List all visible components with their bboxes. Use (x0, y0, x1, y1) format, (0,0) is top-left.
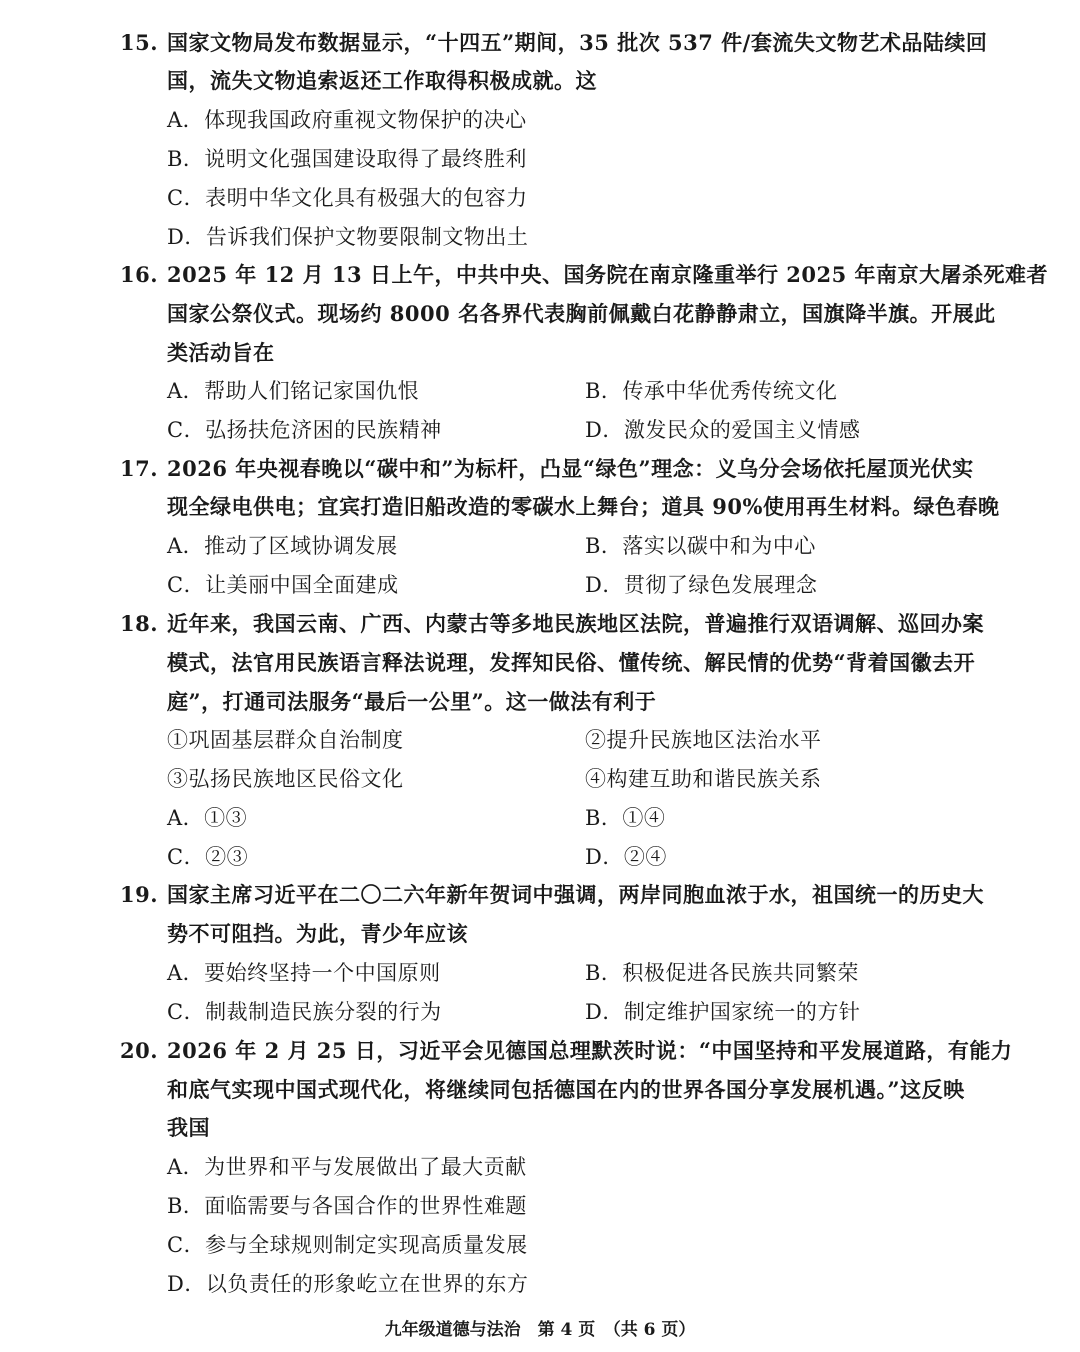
question-stem-line: 势不可阻挡。为此，青少年应该 (167, 921, 468, 946)
option-a[interactable]: A．体现我国政府重视文物保护的决心 (167, 108, 527, 132)
question-number: 18. (120, 611, 159, 636)
question-number: 20. (120, 1038, 159, 1063)
option-d[interactable]: D．告诉我们保护文物要限制文物出土 (167, 225, 529, 249)
option-b[interactable]: B．落实以碳中和为中心 (585, 534, 816, 558)
question-stem-line: 2026 年 2 月 25 日，习近平会见德国总理默茨时说：“中国坚持和平发展道路，有能力 (167, 1038, 1013, 1063)
option-c[interactable]: C．表明中华文化具有极强大的包容力 (167, 186, 528, 210)
question-number: 15. (120, 30, 159, 55)
option-b[interactable]: B．面临需要与各国合作的世界性难题 (167, 1194, 527, 1218)
option-a[interactable]: A．要始终坚持一个中国原则 (167, 961, 441, 985)
question-stem-line: 2026 年央视春晚以“碳中和”为标杆，凸显“绿色”理念：义乌分会场依托屋顶光伏实 (167, 456, 974, 481)
option-a[interactable]: A．为世界和平与发展做出了最大贡献 (167, 1155, 527, 1179)
option-c[interactable]: C．参与全球规则制定实现高质量发展 (167, 1233, 528, 1257)
question-stem-line: 近年来，我国云南、广西、内蒙古等多地民族地区法院，普遍推行双语调解、巡回办案 (167, 611, 984, 636)
option-c[interactable]: C．制裁制造民族分裂的行为 (167, 1000, 442, 1024)
option-b[interactable]: B．积极促进各民族共同繁荣 (585, 961, 859, 985)
option-b[interactable]: B．①④ (585, 806, 666, 830)
option-d[interactable]: D．贯彻了绿色发展理念 (585, 573, 818, 597)
question-stem-line: 模式，法官用民族语言释法说理，发挥知民俗、懂传统、解民情的优势“背着国徽去开 (167, 650, 976, 675)
option-d[interactable]: D．制定维护国家统一的方针 (585, 1000, 861, 1024)
statement-2: ②提升民族地区法治水平 (585, 728, 822, 752)
option-b[interactable]: B．说明文化强国建设取得了最终胜利 (167, 147, 527, 171)
question-stem-line: 类活动旨在 (167, 340, 275, 365)
statement-3: ③弘扬民族地区民俗文化 (167, 767, 404, 791)
option-a[interactable]: A．帮助人们铭记家国仇恨 (167, 379, 420, 403)
question-stem-line: 我国 (167, 1115, 210, 1140)
option-c[interactable]: C．弘扬扶危济困的民族精神 (167, 418, 442, 442)
question-stem-line: 庭”，打通司法服务“最后一公里”。这一做法有利于 (167, 689, 657, 714)
question-stem-line: 2025 年 12 月 13 日上午，中共中央、国务院在南京隆重举行 2025 年南京大屠杀死难者 (167, 262, 1049, 287)
question-stem-line: 国家公祭仪式。现场约 8000 名各界代表胸前佩戴白花静静肃立，国旗降半旗。开展此 (167, 301, 996, 326)
page-footer: 九年级道德与法治 第 4 页 （共 6 页） (384, 1320, 696, 1340)
question-number: 17. (120, 456, 159, 481)
option-d[interactable]: D．②④ (585, 845, 667, 869)
statement-4: ④构建互助和谐民族关系 (585, 767, 822, 791)
option-c[interactable]: C．②③ (167, 845, 249, 869)
question-stem-line: 国家主席习近平在二〇二六年新年贺词中强调，两岸同胞血浓于水，祖国统一的历史大 (167, 882, 984, 907)
question-stem-line: 现全绿电供电；宜宾打造旧船改造的零碳水上舞台；道具 90%使用再生材料。绿色春晚 (167, 494, 1000, 519)
question-stem-line: 国家文物局发布数据显示，“十四五”期间，35 批次 537 件/套流失文物艺术品陆续回 (167, 30, 988, 55)
option-b[interactable]: B．传承中华优秀传统文化 (585, 379, 838, 403)
question-number: 19. (120, 882, 159, 907)
option-d[interactable]: D．以负责任的形象屹立在世界的东方 (167, 1272, 529, 1296)
question-number: 16. (120, 262, 159, 287)
option-a[interactable]: A．推动了区域协调发展 (167, 534, 398, 558)
option-d[interactable]: D．激发民众的爱国主义情感 (585, 418, 861, 442)
question-stem-line: 和底气实现中国式现代化，将继续同包括德国在内的世界各国分享发展机遇。”这反映 (167, 1077, 965, 1102)
option-c[interactable]: C．让美丽中国全面建成 (167, 573, 399, 597)
option-a[interactable]: A．①③ (167, 806, 248, 830)
statement-1: ①巩固基层群众自治制度 (167, 728, 404, 752)
question-stem-line: 国，流失文物追索返还工作取得积极成就。这 (167, 68, 597, 93)
